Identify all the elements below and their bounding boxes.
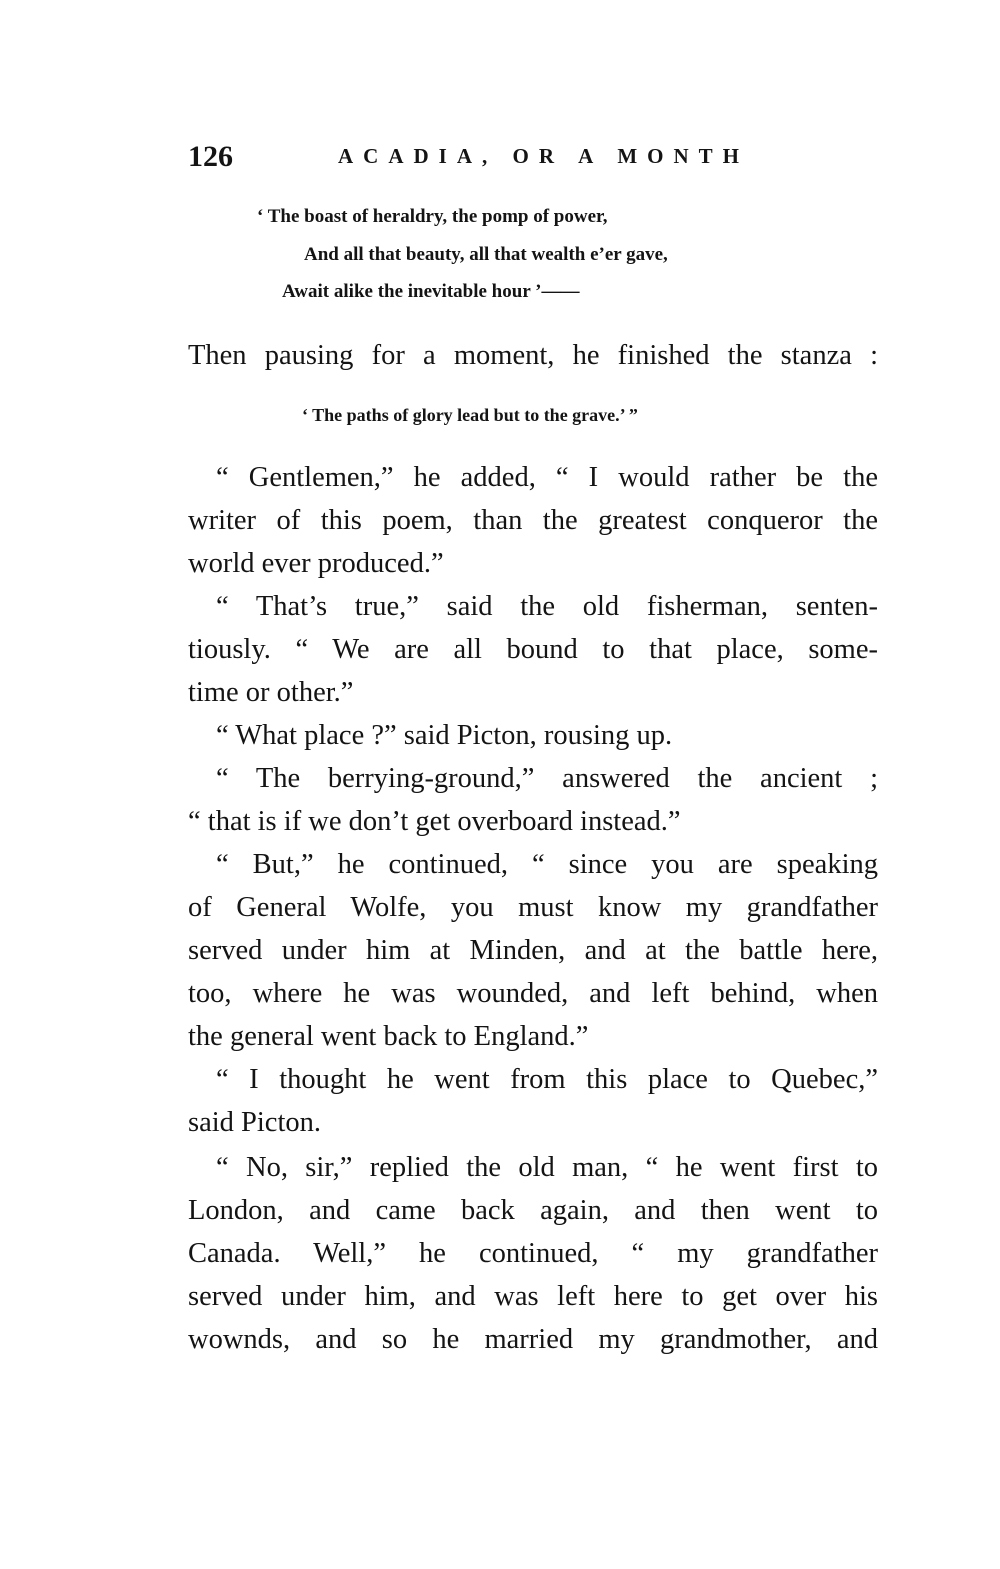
text-line: writer of this poem, than the greatest conqueror the <box>188 505 878 536</box>
text-line: “ The berrying-ground,” answered the ancient ; <box>216 763 878 794</box>
verse-line: ‘ The boast of heraldry, the pomp of power, <box>257 206 608 227</box>
text-line: world ever produced.” <box>188 548 444 579</box>
text-line: tiously. “ We are all bound to that place, some- <box>188 634 878 665</box>
text-line: wownds, and so he married my grandmother, and <box>188 1324 878 1355</box>
text-line: London, and came back again, and then went to <box>188 1195 878 1226</box>
text-line: “ But,” he continued, “ since you are speaking <box>216 849 878 880</box>
text-line: Then pausing for a moment, he finished the stanza : <box>188 340 878 371</box>
text-line: time or other.” <box>188 677 354 708</box>
text-line: served under him, and was left here to get over his <box>188 1281 878 1312</box>
text-line: “ That’s true,” said the old fisherman, senten- <box>216 591 878 622</box>
verse-line: Await alike the inevitable hour ’—— <box>282 281 580 302</box>
text-line: served under him at Minden, and at the battle here, <box>188 935 878 966</box>
text-line: “ No, sir,” replied the old man, “ he went first to <box>216 1152 878 1183</box>
text-line: “ What place ?” said Picton, rousing up. <box>216 720 673 751</box>
text-line: “ I thought he went from this place to Quebec,” <box>216 1064 878 1095</box>
running-title: ACADIA, OR A MONTH <box>338 144 750 168</box>
verse-quote: ‘ The paths of glory lead but to the grave.’ ” <box>302 405 638 425</box>
text-line: the general went back to England.” <box>188 1021 589 1052</box>
text-line: said Picton. <box>188 1107 321 1138</box>
text-line: too, where he was wounded, and left behind, when <box>188 978 878 1009</box>
text-line: Canada. Well,” he continued, “ my grandfather <box>188 1238 878 1269</box>
text-line: “ that is if we don’t get overboard instead.” <box>188 806 681 837</box>
text-line: of General Wolfe, you must know my grandfather <box>188 892 878 923</box>
page-number: 126 <box>188 140 233 173</box>
verse-line: And all that beauty, all that wealth e’er gave, <box>304 244 668 265</box>
running-head <box>188 140 888 180</box>
text-line: “ Gentlemen,” he added, “ I would rather be the <box>216 462 878 493</box>
